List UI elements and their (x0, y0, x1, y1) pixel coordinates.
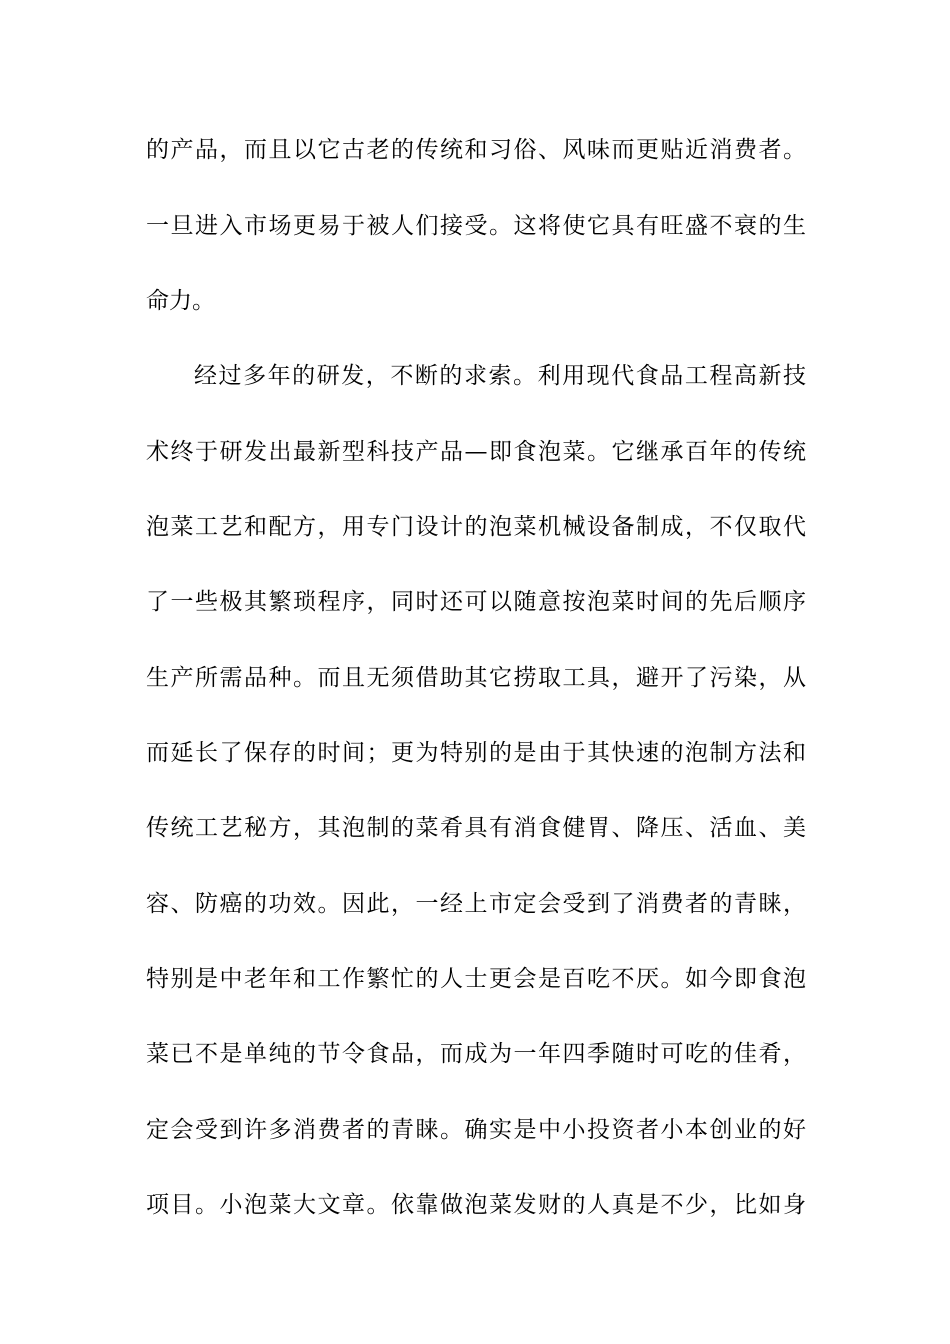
text-line-12: 特别是中老年和工作繁忙的人士更会是百吃不厌。如今即食泡 (146, 966, 806, 992)
text-line-14: 定会受到许多消费者的青睐。确实是中小投资者小本创业的好 (146, 1117, 806, 1143)
text-line-5: 术终于研发出最新型科技产品—即食泡菜。它继承百年的传统 (146, 439, 806, 465)
text-line-7: 了一些极其繁琐程序，同时还可以随意按泡菜时间的先后顺序 (146, 589, 806, 615)
text-line-13: 菜已不是单纯的节令食品，而成为一年四季随时可吃的佳肴， (146, 1041, 806, 1067)
text-line-15: 项目。小泡菜大文章。依靠做泡菜发财的人真是不少，比如身 (146, 1192, 806, 1218)
text-line-9: 而延长了保存的时间；更为特别的是由于其快速的泡制方法和 (146, 740, 806, 766)
text-line-8: 生产所需品种。而且无须借助其它捞取工具，避开了污染，从 (146, 665, 806, 691)
text-line-11: 容、防癌的功效。因此，一经上市定会受到了消费者的青睐， (146, 891, 806, 917)
text-line-1: 的产品，而且以它古老的传统和习俗、风味而更贴近消费者。 (146, 137, 806, 163)
paragraph-start-line: 经过多年的研发，不断的求索。利用现代食品工程高新技 (194, 363, 806, 389)
text-line-2: 一旦进入市场更易于被人们接受。这将使它具有旺盛不衰的生 (146, 213, 806, 239)
text-line-3: 命力。 (146, 288, 215, 314)
text-line-10: 传统工艺秘方，其泡制的菜肴具有消食健胃、降压、活血、美 (146, 815, 806, 841)
text-line-6: 泡菜工艺和配方，用专门设计的泡菜机械设备制成，不仅取代 (146, 514, 806, 540)
